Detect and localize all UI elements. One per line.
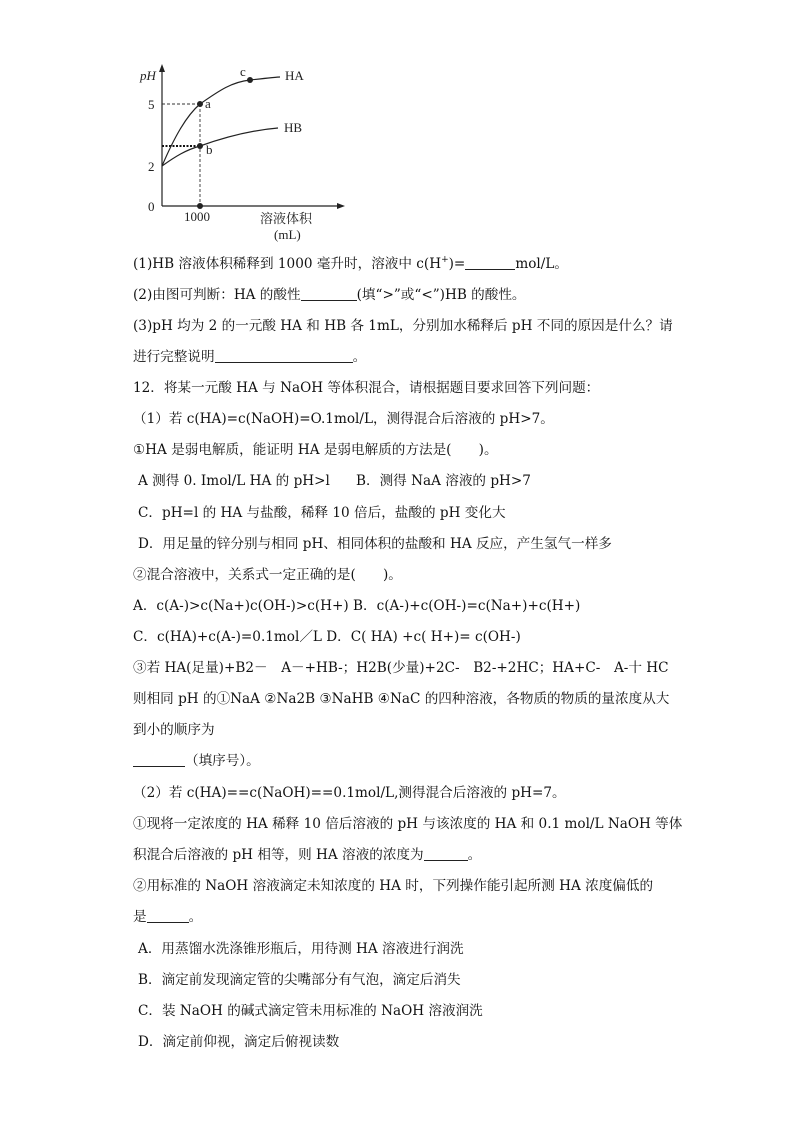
q11-part1-sup: + [441, 255, 449, 265]
y-axis-arrow-icon [159, 64, 165, 72]
q12-s3-line3: 到小的顺序为 [133, 722, 215, 738]
q12-title: 12．将某一元酸 HA 与 NaOH 等体积混合，请根据题目要求回答下列问题： [133, 380, 600, 396]
q12-s3-line4-text: （填序号）。 [185, 753, 260, 769]
hb-curve-label: HB [284, 120, 303, 135]
ha-curve [162, 77, 280, 166]
q11-part1 [133, 254, 568, 274]
y-tick-0: 0 [148, 199, 155, 214]
q12-part2-header: （2）若 c(HA)==c(NaOH)==0.1mol/L,测得混合后溶液的 pH=7。 [133, 785, 566, 801]
q12-t2-line2-text2: 。 [188, 909, 203, 925]
x-axis-label: 溶液体积 [260, 211, 313, 226]
q12-t1-line2-text2: 。 [467, 847, 482, 863]
q12-s1-stem: ①HA 是弱电解质，能证明 HA 是弱电解质的方法是( )。 [133, 442, 498, 458]
q11-part1-unit: mol/L。 [515, 256, 568, 272]
y-tick-2: 2 [148, 159, 155, 174]
q12-t2-option-d[interactable]: D．滴定前仰视，滴定后俯视读数 [138, 1034, 340, 1050]
q12-part1-header: （1）若 c(HA)=c(NaOH)=O.1mol/L，测得混合后溶液的 pH>7。 [133, 411, 554, 427]
q11-part1-text: (1)HB 溶液体积稀释到 1000 毫升时，溶液中 c(H [133, 256, 442, 272]
q12-s3-line1: ③若 HA(足量)+B2－ A－+HB-；H2B(少量)+2C- B2-+2HC；HA+C- A-十 HC [133, 660, 669, 676]
q11-part3-line2 [133, 347, 366, 367]
q12-s1-option-b[interactable]: B．测得 NaA 溶液的 pH>7 [356, 473, 531, 489]
q12-t2-option-b[interactable]: B．滴定前发现滴定管的尖嘴部分有气泡，滴定后消失 [138, 972, 461, 988]
ph-dilution-figure [128, 58, 358, 248]
y-tick-5: 5 [148, 97, 155, 112]
q11-part2-text: (2)由图可判断：HA 的酸性 [133, 287, 301, 303]
y-axis-label: pH [140, 68, 156, 83]
q12-t2-line1: ②用标准的 NaOH 溶液滴定未知浓度的 HA 时，下列操作能引起所测 HA 浓度偏低的 [133, 878, 654, 894]
answer-blank[interactable] [301, 286, 357, 301]
q12-s2-options-cd[interactable]: C．c(HA)+c(A-)=0.1mol／L D．C( HA) +c( H+)= c(OH-) [133, 629, 521, 645]
q12-s1-option-c[interactable]: C．pH=l 的 HA 与盐酸，稀释 10 倍后，盐酸的 pH 变化大 [138, 505, 506, 521]
point-b-label: b [206, 142, 213, 157]
q11-part3-line1: (3)pH 均为 2 的一元酸 HA 和 HB 各 1mL，分别加水稀释后 pH 不同的原因是什么？请 [133, 318, 673, 334]
point-c [247, 77, 253, 83]
q11-part3-text2: 。 [352, 349, 367, 365]
point-b [197, 143, 203, 149]
q12-t2-line2-text: 是 [133, 909, 147, 925]
ha-curve-label: HA [285, 68, 304, 83]
point-x-1000 [197, 203, 203, 209]
q12-s2-stem: ②混合溶液中，关系式一定正确的是( )。 [133, 567, 402, 583]
q11-part2-text2: (填“>”或“<”)HB 的酸性。 [356, 287, 526, 303]
x-tick-1000: 1000 [184, 209, 210, 224]
hb-curve [162, 128, 278, 166]
q12-t1-line2 [133, 845, 481, 865]
point-c-label: c [240, 64, 246, 79]
q12-s1-option-a[interactable]: A 测得 0. Imol/L HA 的 pH>l [138, 473, 330, 489]
point-a-label: a [205, 96, 211, 111]
q11-part1-text2: )= [448, 256, 466, 272]
q12-t1-line2-text: 积混合后溶液的 pH 相等，则 HA 溶液的浓度为 [133, 847, 424, 863]
answer-blank[interactable] [424, 846, 468, 861]
ph-dilution-graph [128, 58, 358, 248]
q12-s1-option-d[interactable]: D．用足量的锌分别与相同 pH、相同体积的盐酸和 HA 反应，产生氢气一样多 [138, 536, 612, 552]
q12-t2-option-a[interactable]: A．用蒸馏水洗涤锥形瓶后，用待测 HA 溶液进行润洗 [138, 941, 464, 957]
x-axis-unit: (mL) [274, 227, 301, 242]
q12-s3-line2: 则相同 pH 的①NaA ②Na2B ③NaHB ④NaC 的四种溶液，各物质的物质的量浓度从大 [133, 691, 670, 707]
q12-t2-line2 [133, 907, 202, 927]
q12-t1-line1: ①现将一定浓度的 HA 稀释 10 倍后溶液的 pH 与该浓度的 HA 和 0.1 mol/L NaOH 等体 [133, 816, 683, 832]
answer-blank[interactable] [465, 255, 515, 270]
point-a [197, 101, 203, 107]
q12-t2-option-c[interactable]: C．装 NaOH 的碱式滴定管未用标准的 NaOH 溶液润洗 [138, 1003, 483, 1019]
answer-blank[interactable] [215, 348, 353, 363]
answer-blank[interactable] [147, 908, 189, 923]
q12-s2-options-ab[interactable]: A．c(A-)>c(Na+)c(OH-)>c(H+) B．c(A-)+c(OH-)=c(Na+)+c(H+) [133, 598, 581, 614]
answer-blank[interactable] [133, 752, 185, 767]
x-axis-arrow-icon [337, 203, 345, 209]
q11-part2 [133, 285, 526, 305]
q11-part3-text: 进行完整说明 [133, 349, 215, 365]
q12-s3-line4 [133, 751, 260, 771]
